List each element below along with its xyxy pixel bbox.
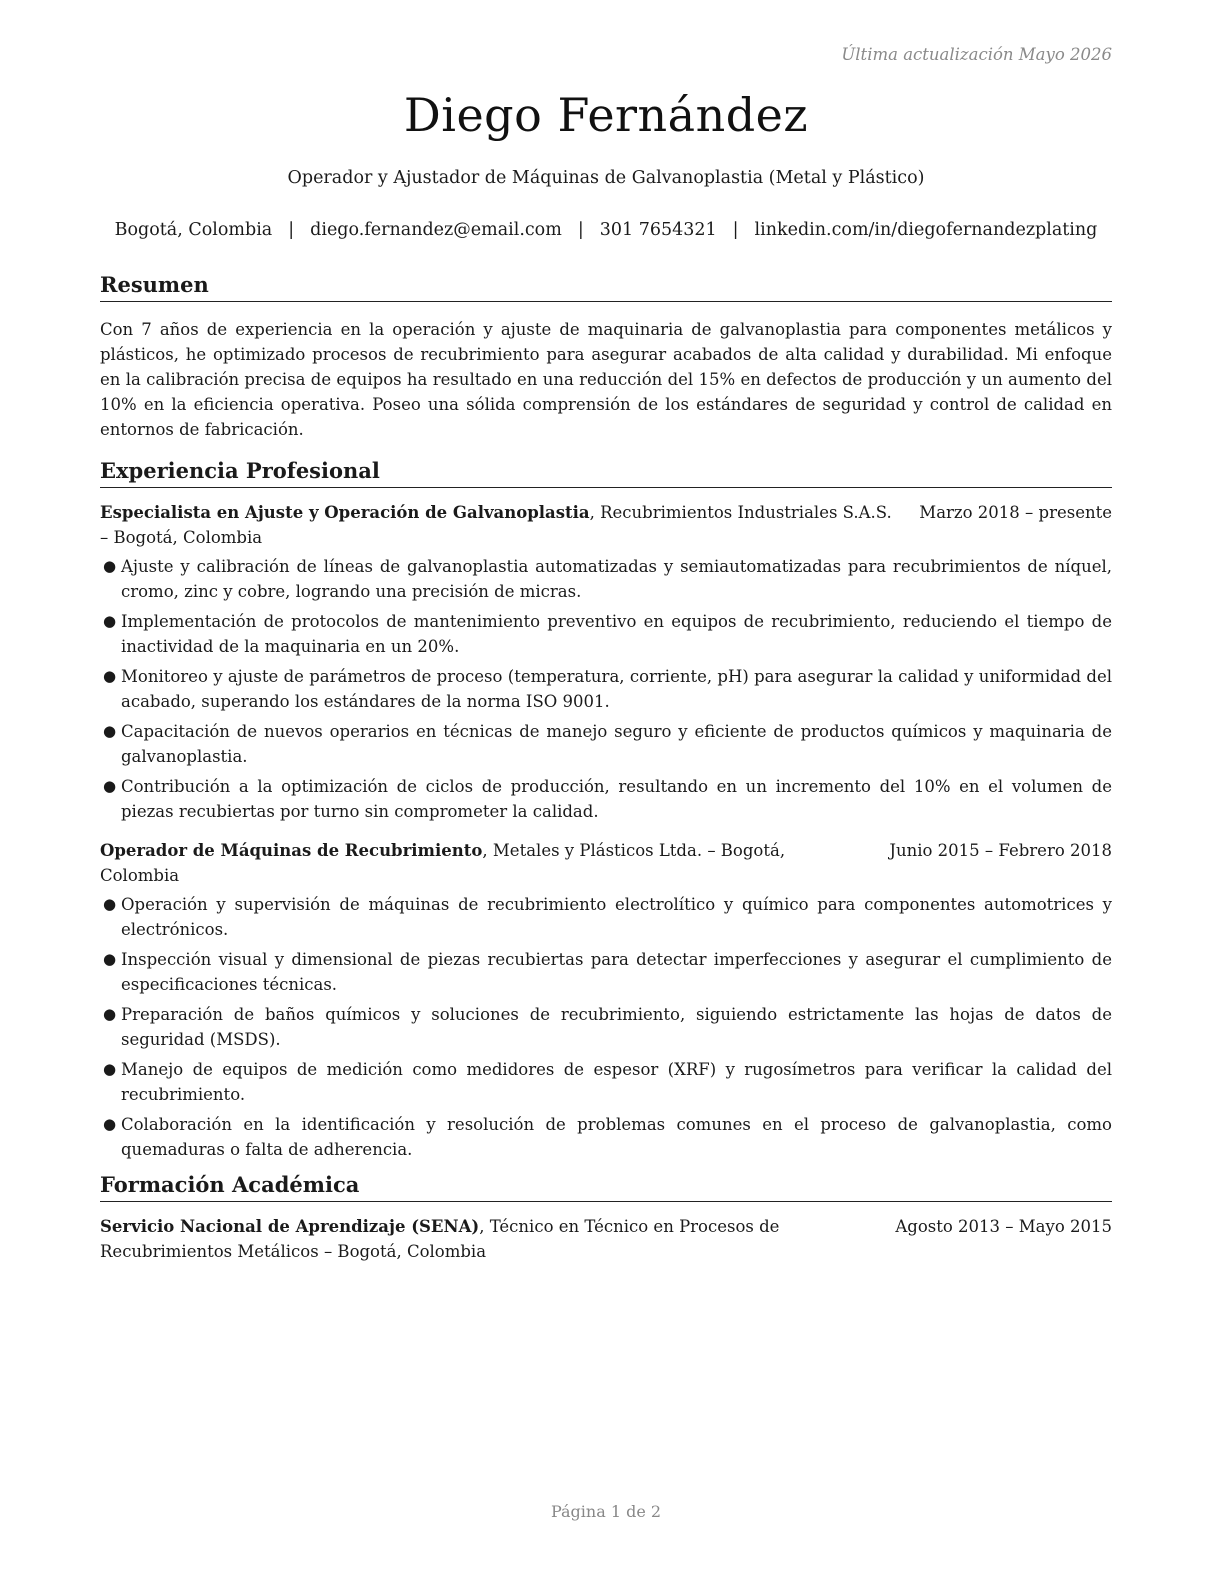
separator: | [577, 220, 584, 240]
bullet-text: Inspección visual y dimensional de piezas recubiertas para detectar imperfecciones y asegurar el cumplimiento de especificaciones técnicas. [121, 950, 1112, 994]
bullet-text: Monitoreo y ajuste de parámetros de proceso (temperatura, corriente, pH) para asegurar la calidad y uniformidad del acabado, superando los estándares de la norma ISO 9001. [121, 667, 1112, 711]
job-role-company [100, 838, 889, 888]
list-item [100, 774, 1112, 824]
summary-text: Con 7 años de experiencia en la operación y ajuste de maquinaria de galvanoplastia para componentes metálicos y plásticos, he optimizado procesos de recubrimiento para asegurar acabados de alta calidad y durabilidad. Mi enfoque en la calibración precisa de equipos ha resultado en una reducción del 15% en defectos de producción y un aumento del 10% en la eficiencia operativa. Poseo una sólida comprensión de los estándares de seguridad y control de calidad en entornos de fabricación. [100, 320, 1112, 439]
list-item [100, 719, 1112, 769]
job-bullets [100, 554, 1112, 824]
bullet-icon: ● [103, 722, 117, 740]
education-details [100, 1214, 895, 1264]
job-role: Especialista en Ajuste y Operación de Galvanoplastia [100, 503, 590, 522]
section-title-experience: Experiencia Profesional [100, 456, 1112, 488]
bullet-text: Operación y supervisión de máquinas de recubrimiento electrolítico y químico para componentes automotrices y electrónicos. [121, 895, 1112, 939]
bullet-icon: ● [103, 1060, 117, 1078]
list-item [100, 609, 1112, 659]
list-item [100, 947, 1112, 997]
contact-location: Bogotá, Colombia [114, 220, 273, 240]
bullet-text: Contribución a la optimización de ciclos de producción, resultando en un incremento del 10% en el volumen de piezas recubiertas por turno sin comprometer la calidad. [121, 777, 1112, 821]
job-dates: Junio 2015 – Febrero 2018 [889, 841, 1112, 860]
bullet-text: Implementación de protocolos de mantenimiento preventivo en equipos de recubrimiento, reduciendo el tiempo de inactividad de la maquinaria en un 20%. [121, 612, 1112, 656]
education-dates: Agosto 2013 – Mayo 2015 [895, 1217, 1112, 1236]
bullet-icon: ● [103, 895, 117, 913]
job-role: Operador de Máquinas de Recubrimiento [100, 841, 483, 860]
education-institution: Servicio Nacional de Aprendizaje (SENA) [100, 1217, 480, 1236]
section-title-summary: Resumen [100, 270, 1112, 302]
page-number: Página 1 de 2 [550, 1502, 662, 1521]
job-title: Operador y Ajustador de Máquinas de Galvanoplastia (Metal y Plástico) [287, 168, 925, 188]
resume-content [100, 270, 1112, 1264]
job-entry [100, 838, 1112, 1162]
section-title-education: Formación Académica [100, 1170, 1112, 1202]
bullet-text: Preparación de baños químicos y soluciones de recubrimiento, siguiendo estrictamente las hojas de datos de seguridad (MSDS). [121, 1005, 1112, 1049]
bullet-icon: ● [103, 1115, 117, 1133]
contact-phone[interactable]: 301 7654321 [599, 220, 717, 240]
bullet-icon: ● [103, 667, 117, 685]
bullet-text: Ajuste y calibración de líneas de galvanoplastia automatizadas y semiautomatizadas para recubrimientos de níquel, cromo, zinc y cobre, logrando una precisión de micras. [121, 557, 1112, 601]
list-item [100, 1057, 1112, 1107]
job-header [100, 500, 1112, 550]
list-item [100, 554, 1112, 604]
list-item [100, 664, 1112, 714]
bullet-text: Capacitación de nuevos operarios en técnicas de manejo seguro y eficiente de productos químicos y maquinaria de galvanoplastia. [121, 722, 1112, 766]
list-item [100, 1112, 1112, 1162]
bullet-icon: ● [103, 612, 117, 630]
bullet-icon: ● [103, 950, 117, 968]
education-entry [100, 1214, 1112, 1264]
bullet-text: Manejo de equipos de medición como medidores de espesor (XRF) y rugosímetros para verificar la calidad del recubrimiento. [121, 1060, 1112, 1104]
bullet-icon: ● [103, 1005, 117, 1023]
contact-linkedin[interactable]: linkedin.com/in/diegofernandezplating [754, 220, 1098, 240]
education-header [100, 1214, 1112, 1264]
job-company: , Recubrimientos Industriales S.A.S. – Bogotá, Colombia [100, 503, 892, 547]
contact-email[interactable]: diego.fernandez@email.com [310, 220, 562, 240]
contact-line [0, 220, 1212, 240]
education-section [100, 1170, 1112, 1264]
job-role-company [100, 500, 919, 550]
job-dates: Marzo 2018 – presente [919, 503, 1112, 522]
bullet-text: Colaboración en la identificación y resolución de problemas comunes en el proceso de galvanoplastia, como quemaduras o falta de adherencia. [121, 1115, 1112, 1159]
job-header [100, 838, 1112, 888]
bullet-icon: ● [103, 557, 117, 575]
separator: | [288, 220, 295, 240]
candidate-name: Diego Fernández [403, 88, 809, 142]
education-program: , Técnico en Técnico en Procesos de Recubrimientos Metálicos – Bogotá, Colombia [100, 1217, 780, 1261]
separator: | [732, 220, 739, 240]
list-item [100, 1002, 1112, 1052]
bullet-icon: ● [103, 777, 117, 795]
job-bullets [100, 892, 1112, 1162]
last-updated: Última actualización Mayo 2026 [841, 45, 1112, 64]
job-company: , Metales y Plásticos Ltda. – Bogotá, Colombia [100, 841, 786, 885]
job-entry [100, 500, 1112, 824]
list-item [100, 892, 1112, 942]
